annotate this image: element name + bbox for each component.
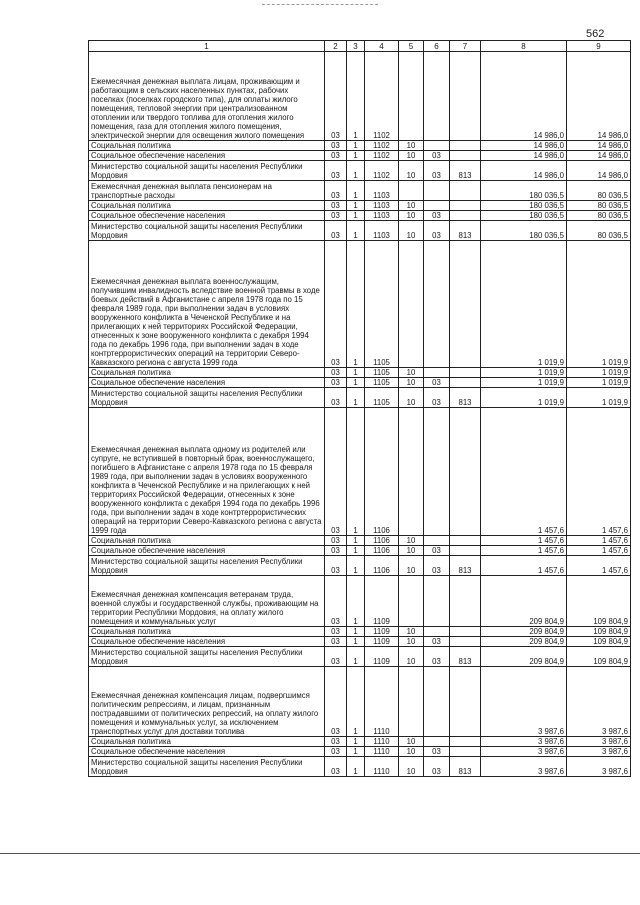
amount-cell-8: 1 457,6 — [481, 536, 567, 546]
code-cell-3: 1 — [347, 151, 365, 161]
table-row — [89, 556, 631, 576]
amount-cell-8: 1 019,9 — [481, 368, 567, 378]
amount-cell-8: 1 019,9 — [481, 388, 567, 408]
code-cell-7 — [450, 201, 481, 211]
table-body — [89, 52, 631, 777]
code-cell-6: 03 — [424, 221, 450, 241]
code-cell-4: 1102 — [365, 141, 399, 151]
item-name-cell: Социальная политика — [89, 627, 325, 637]
code-cell-3: 1 — [347, 388, 365, 408]
item-name-cell: Социальное обеспечение населения — [89, 211, 325, 221]
table-row — [89, 536, 631, 546]
code-cell-3: 1 — [347, 141, 365, 151]
code-cell-6 — [424, 141, 450, 151]
code-cell-6 — [424, 52, 450, 141]
code-cell-4: 1103 — [365, 201, 399, 211]
code-cell-7 — [450, 667, 481, 737]
code-cell-3: 1 — [347, 221, 365, 241]
table-row — [89, 141, 631, 151]
amount-cell-8: 3 987,6 — [481, 737, 567, 747]
code-cell-5 — [399, 181, 424, 201]
header-cell: 6 — [424, 41, 450, 52]
code-cell-2: 03 — [325, 546, 347, 556]
code-cell-3: 1 — [347, 576, 365, 627]
code-cell-5 — [399, 52, 424, 141]
code-cell-5: 10 — [399, 151, 424, 161]
code-cell-5: 10 — [399, 737, 424, 747]
code-cell-7 — [450, 181, 481, 201]
code-cell-7 — [450, 211, 481, 221]
page-number: 562 — [586, 28, 605, 40]
code-cell-4: 1110 — [365, 757, 399, 777]
code-cell-5: 10 — [399, 161, 424, 181]
code-cell-4: 1106 — [365, 546, 399, 556]
code-cell-3: 1 — [347, 368, 365, 378]
item-name-cell: Социальная политика — [89, 201, 325, 211]
code-cell-7 — [450, 241, 481, 368]
amount-cell-9: 14 986,0 — [567, 151, 631, 161]
code-cell-7 — [450, 378, 481, 388]
code-cell-7 — [450, 536, 481, 546]
code-cell-6: 03 — [424, 151, 450, 161]
code-cell-4: 1105 — [365, 378, 399, 388]
header-cell: 1 — [89, 41, 325, 52]
table-row — [89, 201, 631, 211]
header-cell: 3 — [347, 41, 365, 52]
amount-cell-9: 1 457,6 — [567, 546, 631, 556]
item-name-cell: Ежемесячная денежная выплата пенсионерам на транспортные расходы — [89, 181, 325, 201]
code-cell-2: 03 — [325, 181, 347, 201]
table-row — [89, 52, 631, 141]
amount-cell-9: 1 019,9 — [567, 368, 631, 378]
code-cell-7 — [450, 737, 481, 747]
code-cell-6 — [424, 368, 450, 378]
amount-cell-9: 109 804,9 — [567, 627, 631, 637]
amount-cell-9: 109 804,9 — [567, 637, 631, 647]
item-name-cell: Министерство социальной защиты населения Республики Мордовия — [89, 161, 325, 181]
amount-cell-8: 180 036,5 — [481, 211, 567, 221]
code-cell-7 — [450, 52, 481, 141]
header-cell: 8 — [481, 41, 567, 52]
code-cell-3: 1 — [347, 536, 365, 546]
code-cell-6 — [424, 667, 450, 737]
code-cell-3: 1 — [347, 737, 365, 747]
amount-cell-8: 180 036,5 — [481, 221, 567, 241]
code-cell-7 — [450, 408, 481, 536]
item-name-cell: Министерство социальной защиты населения Республики Мордовия — [89, 221, 325, 241]
code-cell-5: 10 — [399, 141, 424, 151]
code-cell-5: 10 — [399, 536, 424, 546]
code-cell-6 — [424, 408, 450, 536]
table-row — [89, 576, 631, 627]
table-row — [89, 647, 631, 667]
code-cell-4: 1102 — [365, 151, 399, 161]
code-cell-4: 1110 — [365, 737, 399, 747]
code-cell-5: 10 — [399, 627, 424, 637]
amount-cell-8: 1 019,9 — [481, 378, 567, 388]
header-row — [89, 41, 631, 52]
code-cell-7: 813 — [450, 221, 481, 241]
table-row — [89, 546, 631, 556]
code-cell-3: 1 — [347, 201, 365, 211]
code-cell-3: 1 — [347, 241, 365, 368]
table-row — [89, 637, 631, 647]
code-cell-5: 10 — [399, 378, 424, 388]
code-cell-5: 10 — [399, 201, 424, 211]
code-cell-2: 03 — [325, 388, 347, 408]
code-cell-2: 03 — [325, 627, 347, 637]
item-name-cell: Социальное обеспечение населения — [89, 637, 325, 647]
code-cell-6 — [424, 737, 450, 747]
item-name-cell: Социальная политика — [89, 737, 325, 747]
code-cell-4: 1109 — [365, 627, 399, 637]
item-name-cell: Ежемесячная денежная выплата военнослужащим, получившим инвалидность вследствие военной травмы в ходе боевых действий в Афганистане с апреля 1978 года по 15 февраля 1989 года, при выполнении задач в условиях вооруженного конфликта в Чеченской Республике и на прилегающих к ней территориях Российской Федерации, отнесенных к зоне вооруженного конфликта с декабря 1994 года по декабрь 1996 года, при выполнении задач в ходе контртеррористических операций на территории Северо-Кавказского региона с августа 1999 года — [89, 241, 325, 368]
code-cell-4: 1103 — [365, 221, 399, 241]
code-cell-2: 03 — [325, 378, 347, 388]
header-cell: 7 — [450, 41, 481, 52]
code-cell-3: 1 — [347, 181, 365, 201]
code-cell-2: 03 — [325, 637, 347, 647]
code-cell-7 — [450, 637, 481, 647]
item-name-cell: Социальное обеспечение населения — [89, 151, 325, 161]
code-cell-7: 813 — [450, 388, 481, 408]
code-cell-5: 10 — [399, 647, 424, 667]
item-name-cell: Социальная политика — [89, 141, 325, 151]
code-cell-7: 813 — [450, 647, 481, 667]
amount-cell-8: 180 036,5 — [481, 201, 567, 211]
amount-cell-8: 209 804,9 — [481, 627, 567, 637]
code-cell-6 — [424, 241, 450, 368]
code-cell-6 — [424, 576, 450, 627]
table-row — [89, 181, 631, 201]
code-cell-5 — [399, 576, 424, 627]
code-cell-3: 1 — [347, 52, 365, 141]
amount-cell-9: 80 036,5 — [567, 221, 631, 241]
code-cell-2: 03 — [325, 201, 347, 211]
code-cell-2: 03 — [325, 536, 347, 546]
code-cell-4: 1106 — [365, 536, 399, 546]
amount-cell-8: 1 457,6 — [481, 408, 567, 536]
code-cell-4: 1109 — [365, 647, 399, 667]
item-name-cell: Ежемесячная денежная выплата одному из родителей или супруге, не вступившей в повторный брак, военнослужащего, погибшего в Афганистане с апреля 1978 года по 15 февраля 1989 года, при выполнении задач в условиях вооруженного конфликта в Чеченской Республике и на прилегающих к ней территориях Российской Федерации, отнесенных к зоне вооруженного конфликта с декабря 1994 года по декабрь 1996 года, при выполнении задач в ходе контртеррористических операций на территории Северо-Кавказского региона с августа 1999 года — [89, 408, 325, 536]
amount-cell-8: 14 986,0 — [481, 161, 567, 181]
code-cell-4: 1103 — [365, 211, 399, 221]
table-row — [89, 737, 631, 747]
amount-cell-8: 209 804,9 — [481, 576, 567, 627]
code-cell-3: 1 — [347, 627, 365, 637]
amount-cell-9: 109 804,9 — [567, 576, 631, 627]
code-cell-6: 03 — [424, 546, 450, 556]
table-row — [89, 241, 631, 368]
code-cell-4: 1103 — [365, 181, 399, 201]
amount-cell-8: 3 987,6 — [481, 757, 567, 777]
item-name-cell: Министерство социальной защиты населения Республики Мордовия — [89, 388, 325, 408]
table-row — [89, 368, 631, 378]
amount-cell-8: 180 036,5 — [481, 181, 567, 201]
amount-cell-9: 80 036,5 — [567, 201, 631, 211]
table-row — [89, 667, 631, 737]
amount-cell-9: 80 036,5 — [567, 181, 631, 201]
code-cell-5: 10 — [399, 368, 424, 378]
code-cell-3: 1 — [347, 378, 365, 388]
amount-cell-9: 1 019,9 — [567, 388, 631, 408]
amount-cell-9: 14 986,0 — [567, 141, 631, 151]
code-cell-2: 03 — [325, 757, 347, 777]
item-name-cell: Министерство социальной защиты населения Республики Мордовия — [89, 556, 325, 576]
table-row — [89, 221, 631, 241]
code-cell-2: 03 — [325, 737, 347, 747]
item-name-cell: Ежемесячная денежная компенсация ветеранам труда, военной службы и государственной службы, проживающим на территории Республики Мордовия, на оплату жилого помещения и коммунальных услуг — [89, 576, 325, 627]
code-cell-2: 03 — [325, 368, 347, 378]
item-name-cell: Социальное обеспечение населения — [89, 747, 325, 757]
code-cell-6: 03 — [424, 161, 450, 181]
code-cell-7 — [450, 151, 481, 161]
scan-top-mark — [262, 4, 378, 5]
code-cell-5 — [399, 241, 424, 368]
code-cell-4: 1110 — [365, 747, 399, 757]
amount-cell-8: 209 804,9 — [481, 637, 567, 647]
code-cell-7: 813 — [450, 556, 481, 576]
amount-cell-9: 14 986,0 — [567, 161, 631, 181]
amount-cell-8: 1 457,6 — [481, 546, 567, 556]
code-cell-6: 03 — [424, 556, 450, 576]
item-name-cell: Ежемесячная денежная компенсация лицам, подвергшимся политическим репрессиям, и лицам, признанным пострадавшими от политических репрессий, на оплату жилого помещения и коммунальных услуг, за исключением транспортных услуг для доставки топлива — [89, 667, 325, 737]
item-name-cell: Социальное обеспечение населения — [89, 378, 325, 388]
code-cell-6 — [424, 627, 450, 637]
header-cell: 2 — [325, 41, 347, 52]
header-cell: 9 — [567, 41, 631, 52]
code-cell-7: 813 — [450, 161, 481, 181]
code-cell-7: 813 — [450, 757, 481, 777]
code-cell-2: 03 — [325, 52, 347, 141]
amount-cell-9: 80 036,5 — [567, 211, 631, 221]
code-cell-7 — [450, 368, 481, 378]
amount-cell-8: 3 987,6 — [481, 667, 567, 737]
page-bottom-line — [0, 853, 640, 854]
amount-cell-9: 3 987,6 — [567, 757, 631, 777]
code-cell-6 — [424, 536, 450, 546]
amount-cell-8: 209 804,9 — [481, 647, 567, 667]
code-cell-3: 1 — [347, 757, 365, 777]
code-cell-5: 10 — [399, 757, 424, 777]
code-cell-7 — [450, 576, 481, 627]
table-row — [89, 378, 631, 388]
table-row — [89, 757, 631, 777]
table-row — [89, 211, 631, 221]
code-cell-4: 1105 — [365, 388, 399, 408]
code-cell-4: 1106 — [365, 556, 399, 576]
table-row — [89, 388, 631, 408]
item-name-cell: Министерство социальной защиты населения Республики Мордовия — [89, 647, 325, 667]
amount-cell-8: 1 457,6 — [481, 556, 567, 576]
code-cell-4: 1106 — [365, 408, 399, 536]
code-cell-2: 03 — [325, 647, 347, 667]
item-name-cell: Министерство социальной защиты населения Республики Мордовия — [89, 757, 325, 777]
code-cell-2: 03 — [325, 221, 347, 241]
code-cell-6: 03 — [424, 647, 450, 667]
header-cell: 5 — [399, 41, 424, 52]
amount-cell-9: 14 986,0 — [567, 52, 631, 141]
amount-cell-8: 14 986,0 — [481, 151, 567, 161]
code-cell-5 — [399, 408, 424, 536]
amount-cell-9: 3 987,6 — [567, 747, 631, 757]
amount-cell-9: 1 457,6 — [567, 408, 631, 536]
code-cell-3: 1 — [347, 667, 365, 737]
code-cell-5: 10 — [399, 546, 424, 556]
code-cell-2: 03 — [325, 241, 347, 368]
code-cell-4: 1109 — [365, 637, 399, 647]
code-cell-6 — [424, 201, 450, 211]
code-cell-4: 1102 — [365, 52, 399, 141]
amount-cell-9: 3 987,6 — [567, 737, 631, 747]
amount-cell-9: 1 019,9 — [567, 378, 631, 388]
code-cell-4: 1105 — [365, 241, 399, 368]
code-cell-6: 03 — [424, 388, 450, 408]
code-cell-7 — [450, 141, 481, 151]
code-cell-6: 03 — [424, 637, 450, 647]
code-cell-3: 1 — [347, 211, 365, 221]
code-cell-6 — [424, 181, 450, 201]
item-name-cell: Ежемесячная денежная выплата лицам, проживающим и работающим в сельских населенных пунктах, рабочих поселках (поселках городского типа), для оплаты жилого помещения, тепловой энергии при централизованном отоплении или твердого топлива для отопления жилого помещения, газа для отопления жилого помещения, электрической энергии для освещения жилого помещения — [89, 52, 325, 141]
code-cell-7 — [450, 627, 481, 637]
code-cell-4: 1109 — [365, 576, 399, 627]
amount-cell-9: 1 457,6 — [567, 556, 631, 576]
code-cell-2: 03 — [325, 576, 347, 627]
table-row — [89, 161, 631, 181]
amount-cell-8: 1 019,9 — [481, 241, 567, 368]
code-cell-4: 1102 — [365, 161, 399, 181]
item-name-cell: Социальная политика — [89, 536, 325, 546]
code-cell-5: 10 — [399, 637, 424, 647]
code-cell-7 — [450, 546, 481, 556]
code-cell-6: 03 — [424, 757, 450, 777]
amount-cell-9: 1 019,9 — [567, 241, 631, 368]
code-cell-5: 10 — [399, 221, 424, 241]
amount-cell-8: 14 986,0 — [481, 52, 567, 141]
amount-cell-8: 3 987,6 — [481, 747, 567, 757]
amount-cell-9: 109 804,9 — [567, 647, 631, 667]
code-cell-5: 10 — [399, 747, 424, 757]
amount-cell-8: 14 986,0 — [481, 141, 567, 151]
code-cell-3: 1 — [347, 546, 365, 556]
table-row — [89, 408, 631, 536]
budget-table — [88, 40, 631, 777]
code-cell-3: 1 — [347, 408, 365, 536]
code-cell-3: 1 — [347, 647, 365, 667]
code-cell-3: 1 — [347, 637, 365, 647]
table-row — [89, 151, 631, 161]
amount-cell-9: 1 457,6 — [567, 536, 631, 546]
code-cell-2: 03 — [325, 747, 347, 757]
code-cell-5: 10 — [399, 388, 424, 408]
code-cell-4: 1110 — [365, 667, 399, 737]
code-cell-6: 03 — [424, 211, 450, 221]
item-name-cell: Социальная политика — [89, 368, 325, 378]
code-cell-6: 03 — [424, 378, 450, 388]
code-cell-4: 1105 — [365, 368, 399, 378]
item-name-cell: Социальное обеспечение населения — [89, 546, 325, 556]
code-cell-2: 03 — [325, 667, 347, 737]
code-cell-2: 03 — [325, 151, 347, 161]
code-cell-3: 1 — [347, 556, 365, 576]
code-cell-5: 10 — [399, 211, 424, 221]
code-cell-5 — [399, 667, 424, 737]
amount-cell-9: 3 987,6 — [567, 667, 631, 737]
code-cell-5: 10 — [399, 556, 424, 576]
code-cell-2: 03 — [325, 556, 347, 576]
code-cell-2: 03 — [325, 211, 347, 221]
code-cell-3: 1 — [347, 747, 365, 757]
code-cell-3: 1 — [347, 161, 365, 181]
code-cell-2: 03 — [325, 161, 347, 181]
code-cell-2: 03 — [325, 141, 347, 151]
code-cell-6: 03 — [424, 747, 450, 757]
code-cell-2: 03 — [325, 408, 347, 536]
header-cell: 4 — [365, 41, 399, 52]
table-row — [89, 627, 631, 637]
code-cell-7 — [450, 747, 481, 757]
table-row — [89, 747, 631, 757]
